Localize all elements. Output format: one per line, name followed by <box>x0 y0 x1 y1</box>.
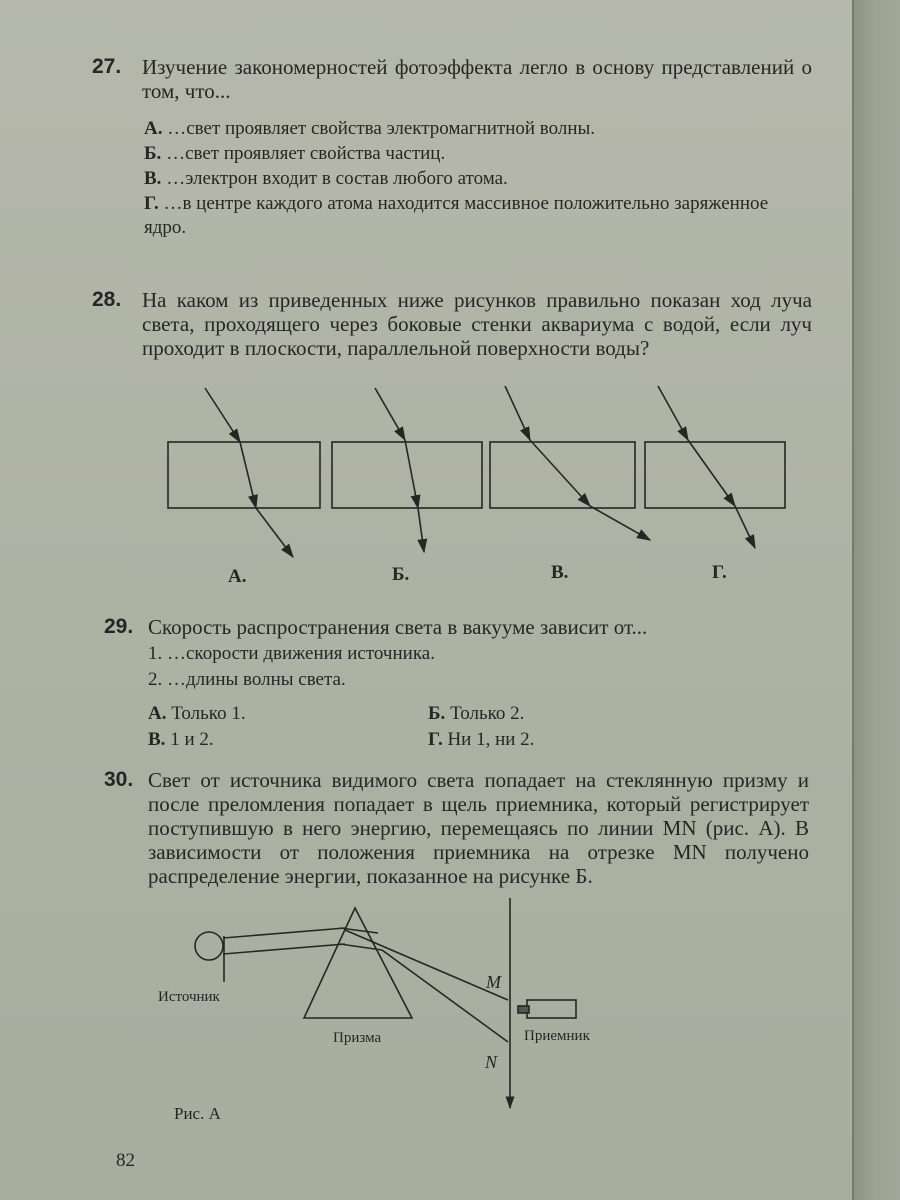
option-text: …свет проявляет свойства частиц. <box>166 143 446 164</box>
option-label: А. <box>148 703 167 724</box>
receiver-slit-icon <box>518 1006 529 1013</box>
question-30 <box>104 768 809 888</box>
question-number: 29. <box>104 615 134 638</box>
statement: 2. …длины волны света. <box>148 669 346 690</box>
question-text: Скорость распространения света в вакууме зависит от... <box>148 615 648 639</box>
prism-diagram <box>0 890 860 1140</box>
receiver-label: Приемник <box>524 1028 590 1044</box>
answer-option <box>428 727 688 753</box>
statements <box>148 641 704 693</box>
question-number: 30. <box>104 768 134 791</box>
question-number: 27. <box>92 55 122 78</box>
figure-label-a: А. <box>228 566 247 587</box>
aquarium-ray-figures <box>0 380 860 595</box>
answer-option <box>144 167 812 191</box>
point-m-label: M <box>486 972 501 992</box>
question-text: На каком из приведенных ниже рисунков правильно показан ход луча света, проходящего через боковые стенки аквариума с водой, если луч проходит в плоскости, параллельной поверхности воды? <box>142 288 812 360</box>
option-label: А. <box>144 118 163 139</box>
figure-b <box>332 388 482 552</box>
question-29 <box>104 615 704 753</box>
option-label: Б. <box>428 703 446 724</box>
option-label: Б. <box>144 143 162 164</box>
point-n-label: N <box>485 1052 498 1072</box>
source-label: Источник <box>158 989 220 1005</box>
answer-option <box>148 701 428 727</box>
question-text: Изучение закономерностей фотоэффекта легло в основу представлений о том, что... <box>142 55 812 103</box>
option-text: 1 и 2. <box>170 729 214 750</box>
page-number: 82 <box>116 1150 135 1171</box>
option-text: …в центре каждого атома находится массивное положительно заряженное ядро. <box>144 193 769 238</box>
figure-g <box>645 386 785 548</box>
option-text: …свет проявляет свойства электромагнитной волны. <box>167 118 596 139</box>
statement: 1. …скорости движения источника. <box>148 643 435 664</box>
receiver-icon <box>527 1000 576 1018</box>
question-28 <box>92 288 812 360</box>
option-text: …электрон входит в состав любого атома. <box>166 168 508 189</box>
option-text: Только 2. <box>450 703 525 724</box>
figure-v <box>490 386 650 540</box>
answer-option <box>428 701 688 727</box>
prism-label: Призма <box>333 1030 382 1046</box>
answer-option <box>144 117 812 141</box>
question-number: 28. <box>92 288 122 311</box>
answer-option <box>144 142 812 166</box>
option-label: В. <box>144 168 162 189</box>
prism-icon <box>304 908 412 1018</box>
figure-label-b: Б. <box>392 564 410 585</box>
figure-label-v: В. <box>551 562 569 583</box>
answer-option <box>148 727 428 753</box>
option-label: В. <box>148 729 166 750</box>
answer-options <box>144 117 812 240</box>
light-source-icon <box>195 932 223 960</box>
option-text: Только 1. <box>171 703 246 724</box>
figure-label-g: Г. <box>712 562 727 583</box>
question-27 <box>92 55 812 241</box>
option-label: Г. <box>428 729 443 750</box>
answer-option <box>144 192 812 240</box>
page-edge <box>852 0 900 1200</box>
figure-a <box>168 388 320 557</box>
figure-caption: Рис. А <box>174 1104 221 1123</box>
answer-options <box>148 701 704 753</box>
question-text: Свет от источника видимого света попадает на стеклянную призму и после преломления попадает в щель приемника, который регистрирует поступившую в него энергию, перемещаясь по линии MN (рис. А). В зависимости от положения приемника на отрезке MN получено распределение энергии, показанное на рисунке Б. <box>148 768 809 888</box>
option-text: Ни 1, ни 2. <box>447 729 535 750</box>
option-label: Г. <box>144 193 159 214</box>
